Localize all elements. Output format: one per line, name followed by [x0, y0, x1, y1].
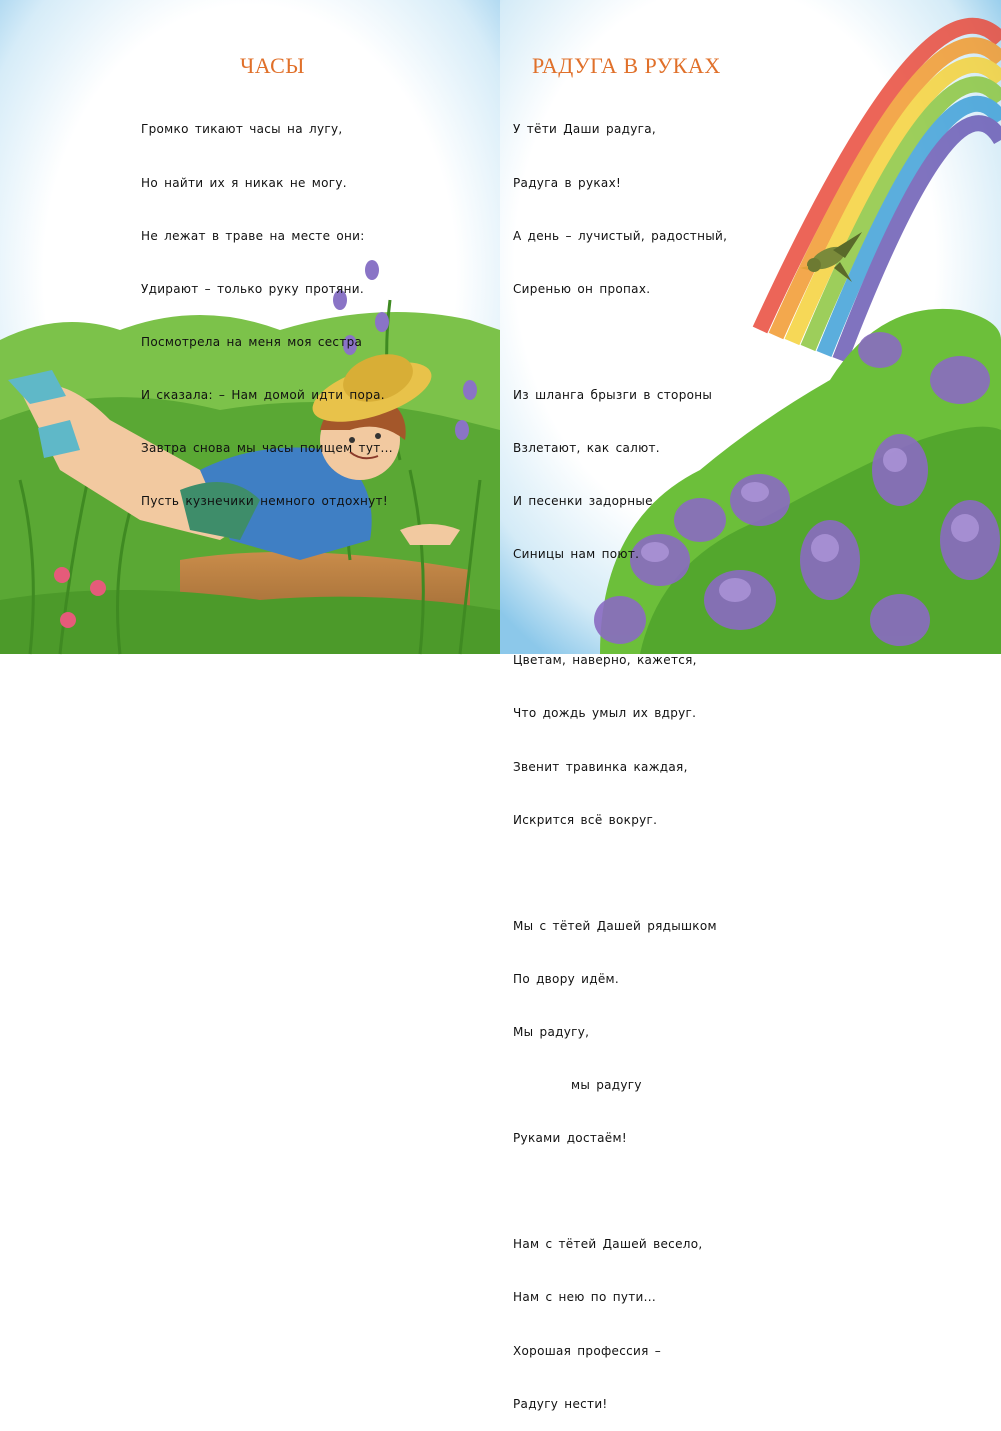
- right-poem-line: Цветам, наверно, кажется,: [513, 653, 697, 668]
- left-poem-line: Не лежат в траве на месте они:: [141, 228, 365, 243]
- left-poem-line: И сказала: – Нам домой идти пора.: [141, 387, 385, 402]
- right-poem-line: Что дождь умыл их вдруг.: [513, 706, 697, 721]
- right-poem-line: Мы радугу,: [513, 1025, 590, 1039]
- right-poem-title: РАДУГА В РУКАХ: [532, 53, 721, 78]
- stanza-gap: [513, 1183, 727, 1201]
- right-poem-line: Мы с тётей Дашей рядышком: [513, 918, 717, 933]
- right-poem-line: Взлетают, как салют.: [513, 440, 660, 455]
- left-poem-title: ЧАСЫ: [240, 53, 305, 78]
- right-poem-line: Из шланга брызги в стороны: [513, 387, 713, 402]
- right-poem-line: У тёти Даши радуга,: [513, 122, 656, 137]
- left-poem-line: Удирают – только руку протяни.: [141, 281, 364, 296]
- right-poem-line: Искрится всё вокруг.: [513, 812, 658, 827]
- right-poem-line: Хорошая профессия –: [513, 1343, 662, 1358]
- left-poem-line: Посмотрела на меня моя сестра: [141, 334, 363, 349]
- right-poem-line: Звенит травинка каждая,: [513, 759, 688, 774]
- right-poem-line: Сиренью он пропах.: [513, 281, 651, 296]
- left-poem-line: Громко тикают часы на лугу,: [141, 122, 343, 137]
- stanza-gap: [513, 865, 727, 883]
- right-poem-line: Радугу нести!: [513, 1396, 608, 1411]
- left-poem-line: Но найти их я никак не могу.: [141, 175, 347, 190]
- right-poem-line: И песенки задорные: [513, 494, 653, 509]
- stanza-gap: [513, 599, 727, 617]
- left-poem-line: Пусть кузнечики немного отдохнут!: [141, 494, 388, 509]
- left-poem-text: [141, 86, 393, 528]
- right-poem-line: По двору идём.: [513, 971, 619, 986]
- right-poem-line: Радуга в руках!: [513, 175, 622, 190]
- right-poem-text: [513, 86, 727, 1431]
- right-poem-line: А день – лучистый, радостный,: [513, 228, 728, 243]
- left-poem-line: Завтра снова мы часы поищем тут...: [141, 440, 393, 455]
- right-poem-line: Нам с тётей Дашей весело,: [513, 1237, 703, 1252]
- stanza-gap: [513, 334, 727, 352]
- right-poem-line: Синицы нам поют.: [513, 547, 640, 562]
- right-poem-line: Нам с нею по пути...: [513, 1290, 656, 1305]
- right-poem-line: Руками достаём!: [513, 1131, 627, 1146]
- right-poem-line: мы радугу: [571, 1078, 642, 1093]
